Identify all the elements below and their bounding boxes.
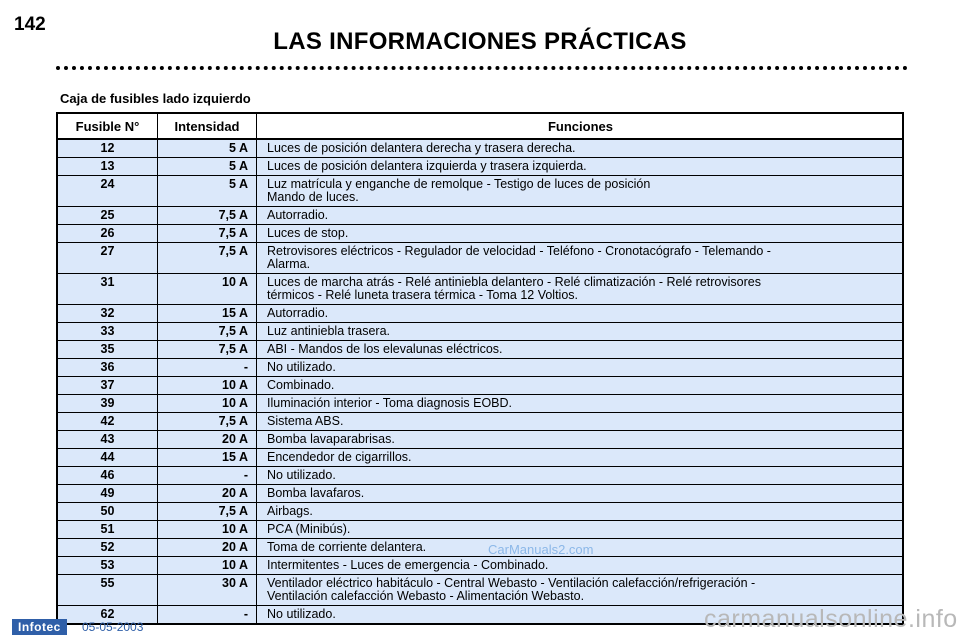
function-cell: Sistema ABS.: [257, 413, 904, 431]
fuse-number-cell: 13: [57, 158, 158, 176]
table-row: [57, 395, 903, 413]
table-row: [57, 521, 903, 539]
table-row: [57, 449, 903, 467]
table-row: [57, 341, 903, 359]
function-cell: Luz antiniebla trasera.: [257, 323, 904, 341]
fuse-number-cell: 62: [57, 606, 158, 625]
table-row: [57, 539, 903, 557]
intensity-cell: 5 A: [158, 158, 257, 176]
fuse-number-cell: 49: [57, 485, 158, 503]
table-row: [57, 431, 903, 449]
function-cell: PCA (Minibús).: [257, 521, 904, 539]
table-row: [57, 359, 903, 377]
page-number: 142: [14, 14, 46, 35]
table-row: [57, 274, 903, 305]
intensity-cell: 7,5 A: [158, 413, 257, 431]
fuse-number-cell: 25: [57, 207, 158, 225]
fuse-number-cell: 53: [57, 557, 158, 575]
function-cell: Luz matrícula y enganche de remolque - Testigo de luces de posición Mando de luces.: [257, 176, 904, 207]
intensity-cell: 10 A: [158, 395, 257, 413]
function-cell: Airbags.: [257, 503, 904, 521]
table-row: [57, 503, 903, 521]
intensity-cell: 30 A: [158, 575, 257, 606]
function-cell: Combinado.: [257, 377, 904, 395]
function-cell: Autorradio.: [257, 305, 904, 323]
fuse-number-cell: 39: [57, 395, 158, 413]
intensity-cell: 7,5 A: [158, 503, 257, 521]
header-intensity: Intensidad: [158, 113, 257, 139]
fuse-number-cell: 55: [57, 575, 158, 606]
table-row: [57, 323, 903, 341]
table-row: [57, 377, 903, 395]
intensity-cell: 7,5 A: [158, 207, 257, 225]
fuse-number-cell: 33: [57, 323, 158, 341]
function-cell: Luces de posición delantera derecha y trasera derecha.: [257, 139, 904, 158]
fuse-number-cell: 50: [57, 503, 158, 521]
function-cell: Intermitentes - Luces de emergencia - Combinado.: [257, 557, 904, 575]
intensity-cell: 10 A: [158, 557, 257, 575]
table-row: [57, 207, 903, 225]
table-row: [57, 485, 903, 503]
header-row: [57, 113, 903, 139]
table-row: [57, 176, 903, 207]
function-cell: Bomba lavaparabrisas.: [257, 431, 904, 449]
fuse-number-cell: 12: [57, 139, 158, 158]
function-cell: Luces de posición delantera izquierda y trasera izquierda.: [257, 158, 904, 176]
header-fuse-number: Fusible N°: [57, 113, 158, 139]
watermark: CarManuals2.com: [488, 542, 594, 557]
fuse-number-cell: 42: [57, 413, 158, 431]
intensity-cell: 7,5 A: [158, 225, 257, 243]
intensity-cell: 15 A: [158, 305, 257, 323]
intensity-cell: 15 A: [158, 449, 257, 467]
fuse-table: [56, 112, 904, 625]
fuse-number-cell: 46: [57, 467, 158, 485]
infotec-logo: Infotec: [12, 619, 67, 635]
function-cell: Iluminación interior - Toma diagnosis EOBD.: [257, 395, 904, 413]
intensity-cell: 7,5 A: [158, 243, 257, 274]
fuse-number-cell: 26: [57, 225, 158, 243]
fuse-number-cell: 32: [57, 305, 158, 323]
function-cell: Luces de stop.: [257, 225, 904, 243]
function-cell: ABI - Mandos de los elevalunas eléctricos.: [257, 341, 904, 359]
fuse-number-cell: 37: [57, 377, 158, 395]
intensity-cell: 10 A: [158, 377, 257, 395]
function-cell: No utilizado.: [257, 359, 904, 377]
function-cell: No utilizado.: [257, 467, 904, 485]
table-row: [57, 139, 903, 158]
intensity-cell: 20 A: [158, 539, 257, 557]
intensity-cell: -: [158, 359, 257, 377]
fuse-number-cell: 51: [57, 521, 158, 539]
table-row: [57, 557, 903, 575]
intensity-cell: 7,5 A: [158, 323, 257, 341]
table-row: [57, 158, 903, 176]
fuse-number-cell: 44: [57, 449, 158, 467]
intensity-cell: 20 A: [158, 431, 257, 449]
function-cell: Ventilador eléctrico habitáculo - Central Webasto - Ventilación calefacción/refrigeración - Ventilación calefacción Webasto - Alimentación Webasto.: [257, 575, 904, 606]
intensity-cell: 10 A: [158, 521, 257, 539]
fuse-table-header: [57, 113, 903, 139]
table-row: [57, 413, 903, 431]
intensity-cell: -: [158, 606, 257, 625]
fuse-number-cell: 43: [57, 431, 158, 449]
fuse-number-cell: 24: [57, 176, 158, 207]
function-cell: Toma de corriente delantera.: [257, 539, 904, 557]
table-row: [57, 225, 903, 243]
function-cell: Encendedor de cigarrillos.: [257, 449, 904, 467]
function-cell: Bomba lavafaros.: [257, 485, 904, 503]
intensity-cell: 20 A: [158, 485, 257, 503]
function-cell: Luces de marcha atrás - Relé antiniebla delantero - Relé climatización - Relé retrovisores térmicos - Relé luneta trasera térmica - Toma 12 Voltios.: [257, 274, 904, 305]
fuse-number-cell: 27: [57, 243, 158, 274]
fuse-number-cell: 36: [57, 359, 158, 377]
dotted-divider: [56, 66, 908, 70]
function-cell: No utilizado.: [257, 606, 904, 625]
function-cell: Retrovisores eléctricos - Regulador de velocidad - Teléfono - Cronotacógrafo - Telemando - Alarma.: [257, 243, 904, 274]
intensity-cell: 5 A: [158, 139, 257, 158]
function-cell: Autorradio.: [257, 207, 904, 225]
section-title: Caja de fusibles lado izquierdo: [60, 91, 251, 106]
table-row: [57, 575, 903, 606]
footer-date: 05-05-2003: [82, 620, 144, 634]
fuse-number-cell: 35: [57, 341, 158, 359]
table-row: [57, 467, 903, 485]
fuse-table-body: [57, 139, 903, 624]
intensity-cell: 5 A: [158, 176, 257, 207]
intensity-cell: 7,5 A: [158, 341, 257, 359]
intensity-cell: -: [158, 467, 257, 485]
fuse-number-cell: 31: [57, 274, 158, 305]
table-row: [57, 305, 903, 323]
intensity-cell: 10 A: [158, 274, 257, 305]
header-functions: Funciones: [257, 113, 904, 139]
fuse-number-cell: 52: [57, 539, 158, 557]
footer-site: carmanualsonline.info: [704, 605, 958, 633]
table-row: [57, 243, 903, 274]
page-title: LAS INFORMACIONES PRÁCTICAS: [273, 28, 687, 55]
